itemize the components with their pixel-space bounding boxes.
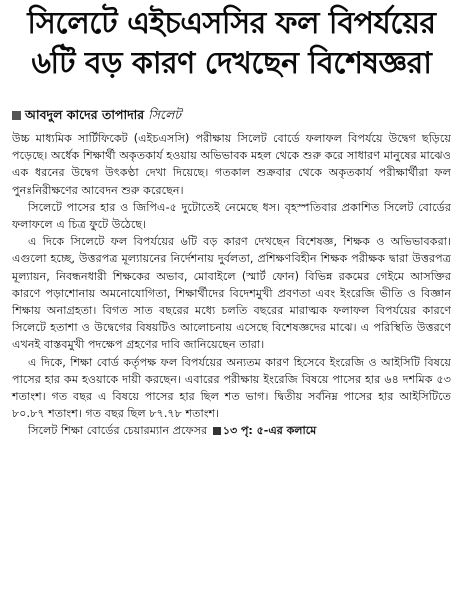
paragraph-5: [12, 422, 451, 439]
headline-line-2: ৬টি বড় কারণ দেখছেন বিশেষজ্ঞরা: [31, 46, 432, 81]
continuation-note: [211, 424, 316, 437]
dateline-place: সিলেট: [148, 107, 182, 122]
paragraph-2: সিলেটে পাসের হার ও জিপিএ-৫ দুটোতেই নেমেছে ধস। বৃহস্পতিবার প্রকাশিত সিলেট বোর্ডের ফলাফলে এ চিত্র ফুটে উঠেছে।: [12, 200, 451, 232]
bullet-square-icon: [12, 111, 21, 120]
continuation-square-icon: [213, 427, 221, 435]
headline-line-1: সিলেটে এইচএসসির ফল বিপর্যয়ের: [27, 6, 436, 41]
article-body: [12, 130, 451, 440]
paragraph-5-text: সিলেট শিক্ষা বোর্ডের চেয়ারম্যান প্রফেসর: [28, 424, 208, 438]
headline: [12, 4, 451, 84]
paragraph-3: এ দিকে সিলেটে ফল বিপর্যয়ের ৬টি বড় কারণ দেখছেন বিশেষজ্ঞ, শিক্ষক ও অভিভাবকরা। এগুলো হচ্ছে, উত্তরপত্র মূল্যায়নের নির্দেশনায় দুর্বলতা, প্রশিক্ষণবিহীন শিক্ষক পরীক্ষক দ্বারা উত্তরপত্র মূল্যায়ন, নিবন্ধনধারী শিক্ষকের অভাব, মোবাইলে (স্মার্ট ফোন) বিভিন্ন রকমের গেইমে আসক্তির কারণে পড়াশোনায় অমনোযোগিতা, শিক্ষার্থীদের বিদেশমুখী প্রবণতা এবং ইংরেজি ভীতি ও বিজ্ঞান শিক্ষায় অনাগ্রহতা। বিগত সাত বছরের মধ্যে চলতি বছরের মারাত্মক ফলাফল বিপর্যয়ের কারণে সিলেটে হতাশা ও উদ্বেগের বিষয়টিও আলোচনায় এসেছে বিশেষজ্ঞদের মাঝে। এ পরিস্থিতি উত্তরণে এখনই বাস্তবমুখী পদক্ষেপ গ্রহণের দাবি জানিয়েছেন তারা।: [12, 235, 451, 352]
paragraph-4: এ দিকে, শিক্ষা বোর্ড কর্তৃপক্ষ ফল বিপর্যয়ের অন্যতম কারণ হিসেবে ইংরেজি ও আইসিটি বিষয়ে পাসের হার কম হওয়াকে দায়ী করছেন। এবারের পরীক্ষায় ইংরেজি বিষয়ে পাসের হার ৬৪ দশমিক ৫৩ শতাংশ। গত বছর এ বিষয়ে পাসের হার ছিল শত ভাগ। দ্বিতীয় সর্বনিম্ন পাসের হার আইসিটিতে ৮০.৮৭ শতাংশ। গত বছর ছিল ৮৭.৭৮ শতাংশ।: [12, 355, 451, 421]
continuation-text: ১৩ পৃ: ৫-এর কলামে: [222, 424, 317, 438]
byline: [12, 106, 451, 124]
author-name: আবদুল কাদের তাপাদার: [25, 107, 145, 122]
paragraph-1: উচ্চ মাধ্যমিক সার্টিফিকেট (এইচএসসি) পরীক্ষায় সিলেট বোর্ডে ফলাফল বিপর্যয়ে উদ্বেগ ছড়িয়ে পড়েছে। অর্ধেক শিক্ষার্থী অকৃতকার্য হওয়ায় অভিভাবক মহল থেকে শুরু করে সাধারণ মানুষের মাঝেও এক ধরনের উদ্বেগ উৎকণ্ঠা দেখা দিয়েছে। গতকাল শুক্রবার থেকে অকৃতকার্য পরীক্ষার্থীরা ফল পুনঃনিরীক্ষণের আবেদন শুরু করেছেন।: [12, 132, 451, 197]
